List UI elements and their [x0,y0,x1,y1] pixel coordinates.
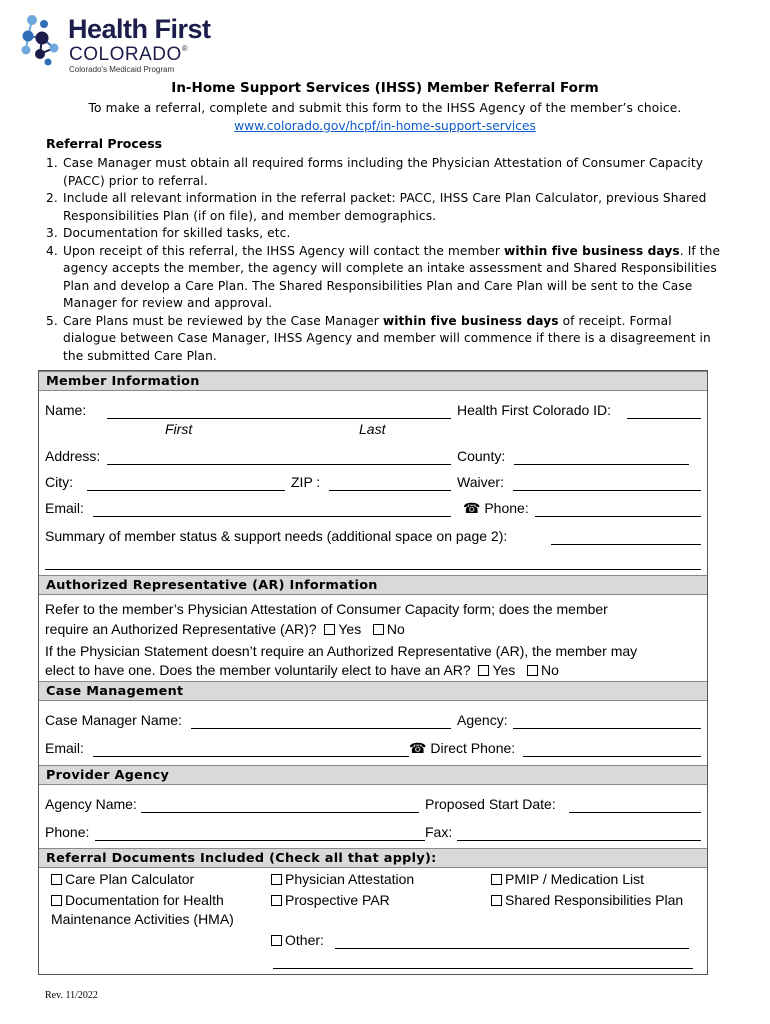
process-step-number: 3. [46,226,58,240]
start-date-input[interactable] [569,812,701,813]
zip-input[interactable] [329,490,451,491]
summary-label: Summary of member status & support needs (additional space on page 2): [45,528,508,544]
ar-voluntary-no-checkbox[interactable] [527,665,538,676]
process-step-number: 2. [46,191,58,205]
doc-srp: Shared Responsibilities Plan [491,892,683,908]
provider-phone-input[interactable] [95,840,425,841]
ar-question1-line1: Refer to the member’s Physician Attestation of Consumer Capacity form; does the member [45,601,608,617]
start-date-label: Proposed Start Date: [425,796,556,812]
other-input[interactable] [335,948,689,949]
process-step [46,190,726,225]
pmip-checkbox[interactable] [491,874,502,885]
provider-fax-label: Fax: [425,824,453,840]
zip-label: ZIP : [291,474,321,490]
ar-voluntary-yes-checkbox[interactable] [478,665,489,676]
city-input[interactable] [87,490,285,491]
waiver-label: Waiver: [457,474,504,490]
process-step [46,243,726,313]
srp-checkbox[interactable] [491,895,502,906]
process-step [46,155,726,190]
process-step-text: Upon receipt of this referral, the IHSS Agency will contact the member within five business days. If the agency accepts the member, the agency will complete an intake assessment and Shared Responsibilities Plan and develop a Care Plan. The Shared Responsibilities Plan and Care Plan will be sent to the Case Manager for review and approval. [63,243,721,310]
ar-question1-line2: require an Authorized Representative (AR)? Yes No [45,621,405,637]
cm-agency-input[interactable] [513,728,701,729]
physician-attestation-checkbox[interactable] [271,874,282,885]
county-label: County: [457,448,506,464]
doc-hma: Documentation for Health [51,892,224,908]
process-step-number: 5. [46,313,58,328]
process-step [46,313,726,366]
process-step-text: Case Manager must obtain all required forms including the Physician Attestation of Consumer Capacity (PACC) prior to referral. [63,156,704,188]
ar-required-no-checkbox[interactable] [373,624,384,635]
member-email-input[interactable] [93,516,451,517]
intro-text: To make a referral, complete and submit this form to the IHSS Agency of the member’s choice. [88,101,682,115]
other-input-line2[interactable] [273,968,693,969]
phone-icon: ☎ [409,740,427,756]
doc-other: Other: [271,932,324,948]
cm-name-label: Case Manager Name: [45,712,182,728]
logo-tagline: Colorado's Medicaid Program [69,65,175,74]
county-input[interactable] [514,464,689,465]
provider-agency-input[interactable] [141,812,419,813]
ar-required-yes-checkbox[interactable] [324,624,335,635]
name-input[interactable] [107,418,451,419]
referral-process-heading: Referral Process [46,136,163,151]
provider-agency-label: Agency Name: [45,796,137,812]
process-step-number: 4. [46,243,58,258]
hfc-id-label: Health First Colorado ID: [457,402,612,418]
logo-name: Health First [68,14,211,44]
cm-email-input[interactable] [93,756,409,757]
provider-fax-input[interactable] [457,840,701,841]
revision-date: Rev. 11/2022 [45,990,98,1001]
member-phone-label: ☎ Phone: [463,500,529,516]
doc-pmip: PMIP / Medication List [491,871,644,887]
process-step-text: Care Plans must be reviewed by the Case Manager within five business days of receipt. Formal dialogue between Case Manager, IHSS Agency and member will commence if there is a disagreement in the submitted Care Plan. [63,313,711,363]
hma-checkbox[interactable] [51,895,62,906]
waiver-input[interactable] [513,490,701,491]
hfc-id-input[interactable] [627,418,701,419]
member-email-label: Email: [45,500,84,516]
member-information-heading: Member Information [39,371,707,391]
city-label: City: [45,474,73,490]
first-name-caption: First [165,421,193,437]
process-step [46,225,726,243]
phone-icon: ☎ [463,500,481,516]
form-title: In-Home Support Services (IHSS) Member Referral Form [171,80,599,96]
summary-input-line2[interactable] [45,569,701,570]
logo-mark-icon [18,12,66,68]
health-first-colorado-logo [18,12,211,74]
doc-hma-line2: Maintenance Activities (HMA) [51,911,234,927]
logo-sub: COLORADO® [69,44,189,65]
cm-phone-input[interactable] [523,756,701,757]
provider-agency-heading: Provider Agency [39,765,707,785]
care-plan-checkbox[interactable] [51,874,62,885]
process-step-number: 1. [46,156,58,170]
referral-form [38,370,708,975]
ar-question2-line2: elect to have one. Does the member voluntarily elect to have an AR? Yes No [45,662,559,678]
address-input[interactable] [107,464,451,465]
summary-input[interactable] [551,544,701,545]
ar-question2-line1: If the Physician Statement doesn’t require an Authorized Representative (AR), the member may [45,643,638,659]
doc-par: Prospective PAR [271,892,390,908]
last-name-caption: Last [359,421,386,437]
ihss-link[interactable]: www.colorado.gov/hcpf/in-home-support-services [234,119,536,133]
process-step-text: Documentation for skilled tasks, etc. [63,226,291,240]
doc-physician: Physician Attestation [271,871,414,887]
process-step-text: Include all relevant information in the referral packet: PACC, IHSS Care Plan Calculator, previous Shared Responsibilities Plan (if on file), and member demographics. [63,191,707,223]
provider-phone-label: Phone: [45,824,90,840]
prospective-par-checkbox[interactable] [271,895,282,906]
doc-care-plan: Care Plan Calculator [51,871,194,887]
cm-email-label: Email: [45,740,84,756]
member-phone-input[interactable] [535,516,701,517]
ar-information-heading: Authorized Representative (AR) Information [39,575,707,595]
address-label: Address: [45,448,101,464]
cm-phone-label: ☎ Direct Phone: [409,740,516,756]
name-label: Name: [45,402,87,418]
referral-documents-heading: Referral Documents Included (Check all that apply): [39,848,707,868]
cm-name-input[interactable] [191,728,451,729]
other-checkbox[interactable] [271,935,282,946]
case-management-heading: Case Management [39,681,707,701]
cm-agency-label: Agency: [457,712,508,728]
referral-process-list [46,155,726,365]
